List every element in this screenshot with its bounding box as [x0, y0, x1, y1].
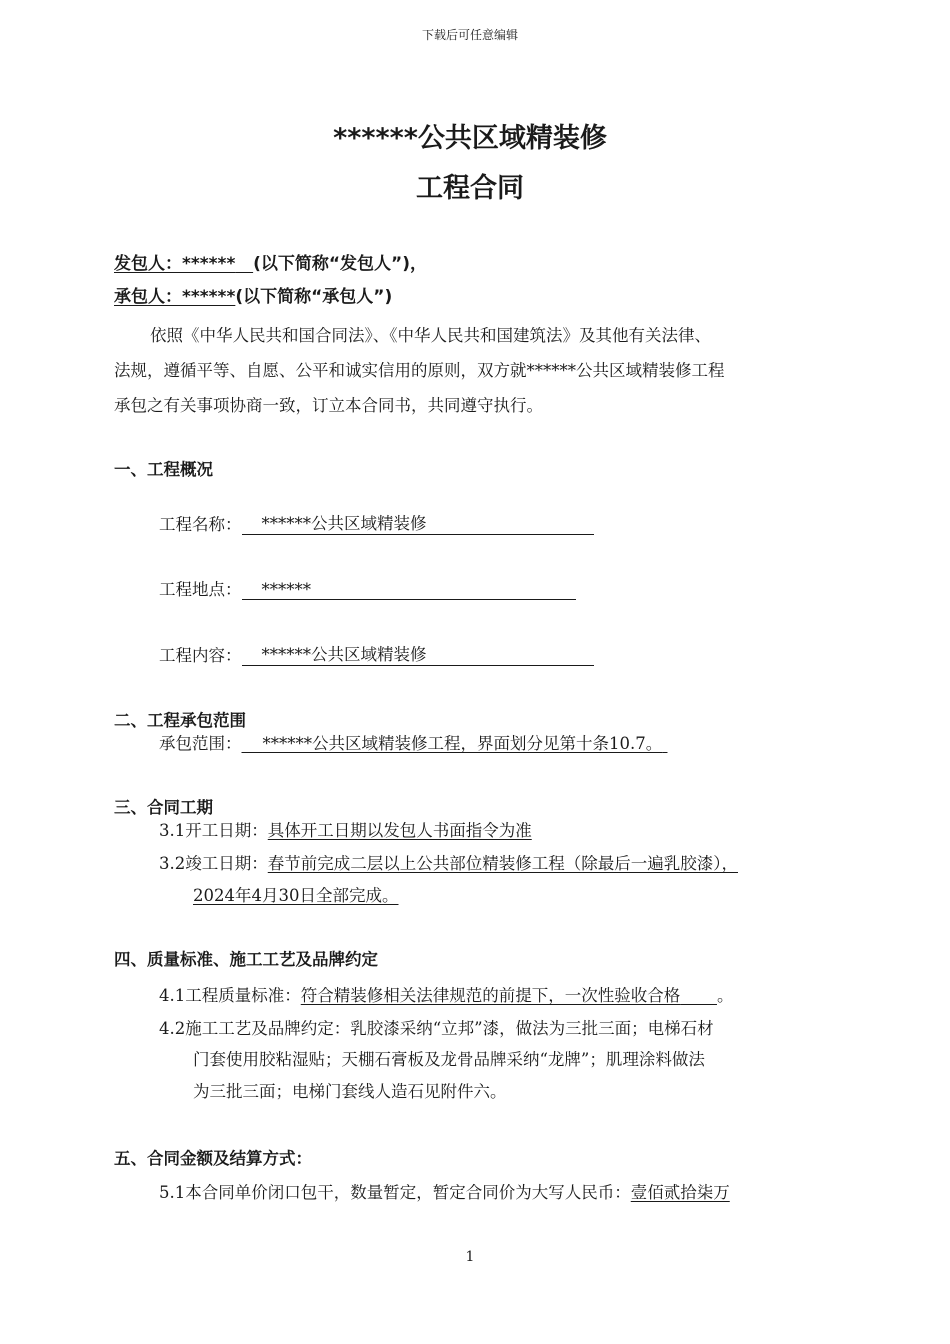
intro-line2: 法规，遵循平等、自愿、公平和诚实信用的原则，双方就******公共区域精装修工程	[114, 361, 725, 380]
end-date-row	[159, 850, 738, 874]
quality-value: 符合精装修相关法律规范的前提下，一次性验收合格	[300, 986, 681, 1005]
scope-value-wrap	[242, 734, 668, 753]
project-content-row	[159, 642, 594, 666]
project-name-field	[242, 514, 594, 535]
project-name-value: ******公共区域精装修	[261, 514, 427, 533]
start-date-row	[159, 817, 532, 841]
end-date-value-line2: 2024年4月30日全部完成。	[193, 886, 399, 905]
section3-heading: 三、合同工期	[114, 798, 213, 817]
section1-heading: 一、工程概况	[114, 460, 213, 479]
craft-line3: 为三批三面；电梯门套线人造石见附件六。	[193, 1082, 507, 1101]
quality-value-wrap	[301, 986, 717, 1005]
project-location-value: ******	[261, 580, 311, 599]
document-title-line2: 工程合同	[416, 173, 524, 204]
employer-suffix: (以下简称“发包人”)，	[253, 254, 427, 274]
craft-line2: 门套使用胶粘湿贴；天棚石膏板及龙骨品牌采纳“龙牌”；肌理涂料做法	[193, 1050, 705, 1069]
contractor-line	[114, 282, 392, 307]
project-content-value: ******公共区域精装修	[261, 645, 427, 664]
project-location-field	[242, 579, 576, 600]
project-location-row	[159, 576, 576, 600]
document-title-line1: ******公共区域精装修	[333, 123, 607, 154]
header-note: 下载后可任意编辑	[421, 28, 518, 42]
end-date-row2	[193, 882, 399, 906]
price-label: 5.1本合同单价闭口包干，数量暂定，暂定合同价为大写人民币：	[159, 1183, 631, 1202]
project-name-label: 工程名称：	[159, 515, 242, 534]
scope-label: 承包范围：	[159, 734, 242, 753]
craft-line1: 4.2施工工艺及品牌约定：乳胶漆采纳“立邦”漆，做法为三批三面；电梯石材	[159, 1019, 714, 1038]
contractor-suffix: (以下简称“承包人”)	[235, 287, 393, 307]
section5-heading: 五、合同金额及结算方式：	[114, 1149, 312, 1168]
project-location-label: 工程地点：	[159, 580, 242, 599]
quality-label: 4.1工程质量标准：	[159, 986, 301, 1005]
quality-end: 。	[716, 986, 734, 1005]
start-date-label: 3.1开工日期：	[159, 821, 268, 840]
project-content-label: 工程内容：	[159, 646, 242, 665]
price-row	[159, 1179, 730, 1203]
employer-gap	[235, 254, 253, 274]
price-value: 壹佰贰拾柒万	[630, 1183, 730, 1202]
project-name-row	[159, 511, 594, 535]
scope-row	[159, 730, 667, 754]
end-date-value-line1: 春节前完成二层以上公共部位精装修工程（除最后一遍乳胶漆），	[267, 854, 738, 873]
end-date-label: 3.2竣工日期：	[159, 854, 268, 873]
start-date-value: 具体开工日期以发包人书面指令为准	[267, 821, 532, 840]
intro-line3: 承包之有关事项协商一致，订立本合同书，共同遵守执行。	[114, 396, 543, 415]
employer-label: 发包人：******	[114, 254, 236, 274]
quality-row	[159, 982, 733, 1006]
page-number: 1	[465, 1249, 475, 1265]
employer-line	[114, 249, 427, 274]
contractor-label: 承包人：******	[114, 287, 236, 307]
intro-line1: 依照《中华人民共和国合同法》、《中华人民共和国建筑法》及其他有关法律、	[150, 326, 711, 345]
scope-value: ******公共区域精装修工程，界面划分见第十条10.7。	[262, 734, 663, 753]
section4-heading: 四、质量标准、施工工艺及品牌约定	[114, 950, 378, 969]
project-content-field	[242, 645, 594, 666]
section2-heading: 二、工程承包范围	[114, 711, 246, 730]
